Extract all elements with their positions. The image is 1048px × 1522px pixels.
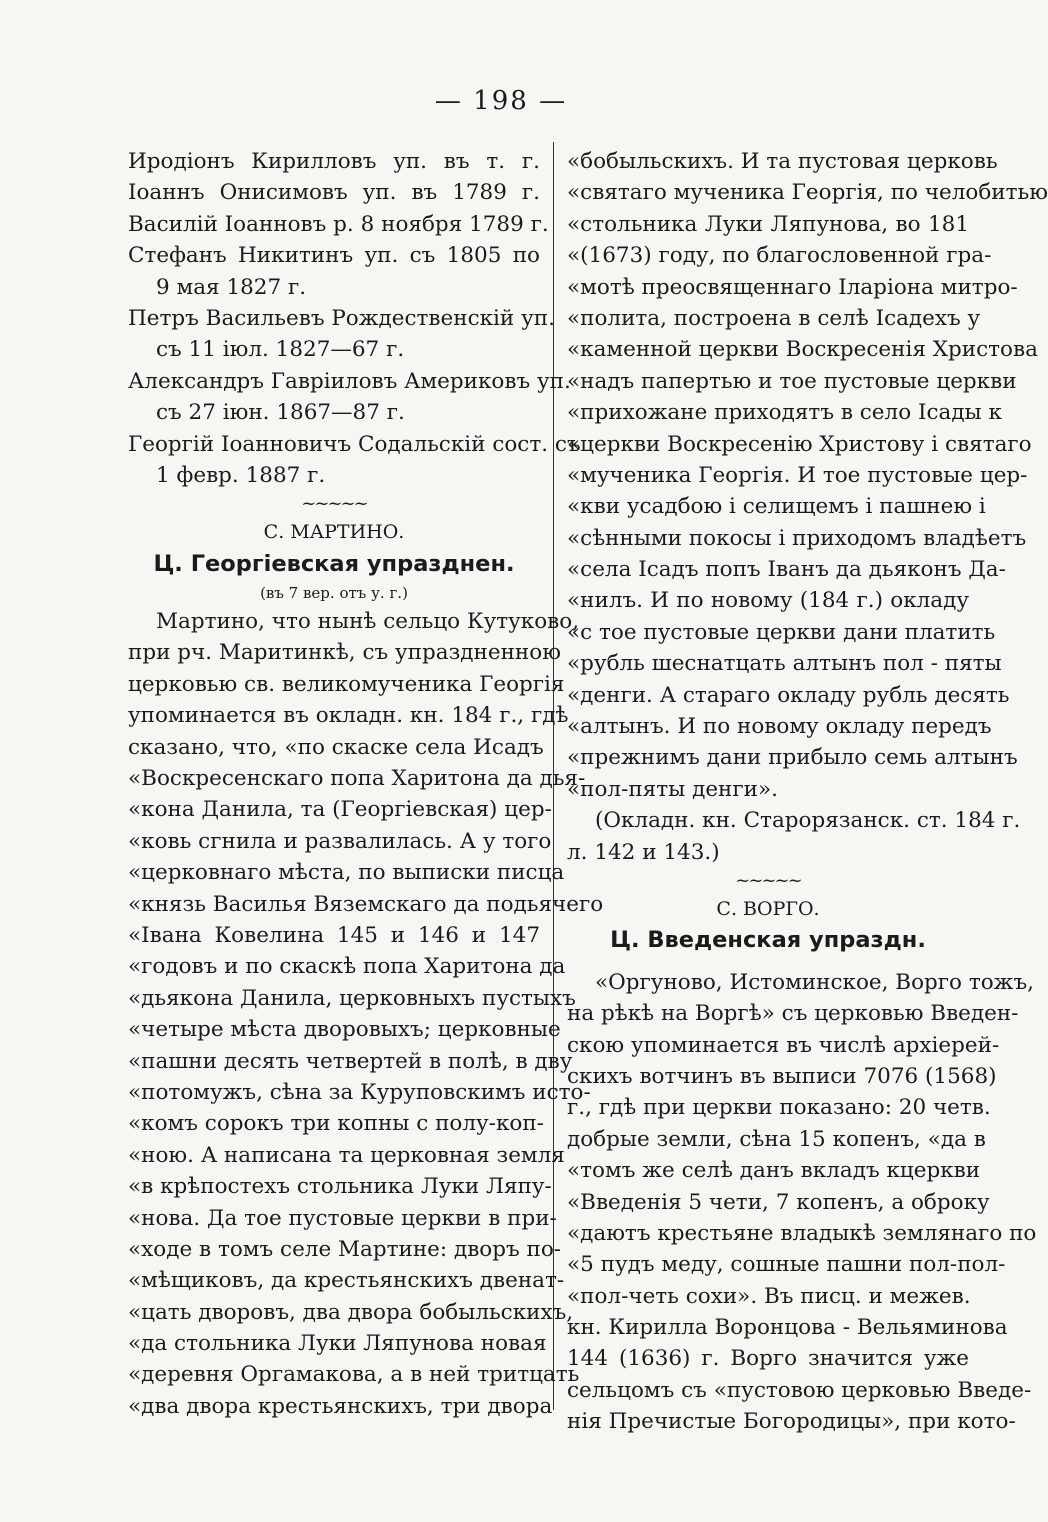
body-line: «комъ сорокъ три копны с полу-коп- (128, 1111, 544, 1137)
body-line: сельцомъ съ «пустовою церковью Введе- (567, 1377, 1032, 1403)
body-line: «села Ісадъ попъ Іванъ да дьяконъ Да- (567, 557, 1006, 583)
body-line: «с тое пустовые церкви дани платить (567, 619, 996, 645)
village-name: С. ВОРГО. (716, 897, 820, 920)
body-line: кн. Кирилла Воронцова - Вельяминова (567, 1315, 1008, 1341)
body-line: сказано, что, «по скаске села Исадъ (128, 734, 544, 760)
citation-line: л. 142 и 143.) (567, 839, 720, 865)
body-line: «ходе в томъ селе Мартине: дворъ по- (128, 1236, 562, 1262)
body-line: «святаго мученика Георгія, по челобитью (567, 180, 1048, 206)
body-line: «(1673) году, по благословенной гра- (567, 243, 992, 269)
body-line: «деревня Оргамакова, а в ней тритцать (128, 1362, 580, 1388)
clergy-line: Василій Іоанновъ р. 8 ноября 1789 г. (128, 211, 549, 237)
page-number: — 198 — (434, 86, 568, 116)
body-line: «бобыльскихъ. И та пустовая церковь (567, 149, 998, 174)
body-line: «два двора крестьянскихъ, три двора (128, 1393, 553, 1419)
church-heading: Ц. Введенская упраздн. (610, 927, 926, 954)
citation-line: (Окладн. кн. Старорязанск. ст. 184 г. (595, 808, 1021, 834)
body-line: «князь Василья Вяземскаго да подьячего (128, 891, 604, 917)
clergy-line: 1 февр. 1887 г. (156, 462, 326, 488)
article-body-vorgo (567, 967, 1037, 1438)
body-line: «кви усадбою і селищемъ і пашнею і (567, 494, 986, 520)
body-line: «прихожане приходятъ в село Ісады к (567, 400, 1002, 426)
article-body-continued (567, 146, 1048, 805)
body-line: скою упоминается въ числѣ архіерей- (567, 1032, 1000, 1058)
body-line: «рубль шеснатцать алтынъ пол - пяты (567, 651, 1002, 677)
spacer (567, 957, 969, 967)
body-line: добрые земли, сѣна 15 копенъ, «да в (567, 1126, 986, 1152)
body-line: «алтынъ. И по новому окладу передъ (567, 714, 992, 740)
distance-note: (въ 7 вер. отъ у. г.) (260, 584, 408, 603)
article-body (128, 606, 604, 1422)
body-line: «церковнаго мѣста, по выписки писца (128, 860, 565, 886)
body-line: 144 (1636) г. Ворго значится уже (567, 1346, 969, 1372)
church-heading: Ц. Георгіевская упразднен. (153, 550, 515, 577)
body-line: нія Пречистые Богородицы», при кото- (567, 1409, 1016, 1435)
body-line: «Івана Ковелина 145 и 146 и 147 (128, 922, 540, 948)
clergy-list (128, 146, 581, 491)
body-line: «стольника Луки Ляпунова, во 181 (567, 211, 969, 237)
body-line: г., гдѣ при церкви показано: 20 четв. (567, 1095, 991, 1121)
body-line: «надъ папертью и тое пустовые церкви (567, 368, 1017, 394)
body-line: «да стольника Луки Ляпунова новая (128, 1331, 547, 1357)
body-line: «нова. Да тое пустовые церкви в при- (128, 1205, 557, 1231)
body-line: «кона Данила, та (Георгіевская) цер- (128, 797, 552, 823)
body-line: «потомужъ, сѣна за Куруповскимъ исто- (128, 1079, 591, 1105)
body-line: «Оргуново, Истоминское, Ворго тожъ, (595, 969, 1034, 995)
body-line: при рч. Маритинкѣ, съ упраздненною (128, 640, 561, 666)
body-line: «полита, построена в селѣ Ісадехъ у (567, 305, 981, 331)
body-line: «дьякона Данила, церковныхъ пустыхъ (128, 985, 576, 1011)
body-line: «ковь сгнила и развалилась. А у того (128, 828, 552, 854)
body-line: «мотѣ преосвященнаго Іларіона митро- (567, 274, 1018, 300)
body-line: скихъ вотчинъ въ выписи 7076 (1568) (567, 1063, 997, 1089)
clergy-line: съ 11 іюл. 1827—67 г. (156, 337, 405, 363)
section-ornament: ~~~~~ (735, 869, 801, 891)
clergy-line: съ 27 іюн. 1867—87 г. (156, 400, 405, 426)
body-line: церковью св. великомученика Георгія (128, 671, 565, 697)
body-line: «даютъ крестьяне владыкѣ землянаго по (567, 1220, 1037, 1246)
citation (567, 805, 1021, 868)
clergy-line: 9 мая 1827 г. (156, 274, 307, 300)
clergy-line: Александръ Гавріиловъ Америковъ уп. (128, 368, 571, 394)
body-line: «цать дворовъ, два двора бобыльскихъ, (128, 1299, 574, 1325)
body-line: «прежнимъ дани прибыло семь алтынъ (567, 745, 1018, 771)
body-line: «нилъ. И по новому (184 г.) окладу (567, 588, 969, 614)
body-line: «сѣнными покосы і приходомъ владѣетъ (567, 525, 1027, 551)
body-line: «годовъ и по скаскѣ попа Харитона да (128, 954, 566, 980)
clergy-line: Петръ Васильевъ Рождественскій уп. (128, 305, 555, 331)
body-line: «денги. А стараго окладу рубль десять (567, 682, 1010, 708)
body-line: «четыре мѣста дворовыхъ; церковные (128, 1017, 561, 1043)
body-line: «5 пудъ меду, сошные пашни пол-пол- (567, 1252, 1006, 1278)
clergy-line: Стефанъ Никитинъ уп. съ 1805 по (128, 243, 540, 269)
body-line: «пол-пяты денги». (567, 776, 778, 802)
clergy-line: Георгій Іоанновичъ Содальскій сост. съ (128, 431, 581, 457)
clergy-line: Іоаннъ Онисимовъ уп. въ 1789 г. (128, 180, 540, 206)
village-name: С. МАРТИНО. (263, 521, 405, 544)
body-line: «Воскресенскаго попа Харитона да дья- (128, 766, 586, 792)
body-line: упоминается въ окладн. кн. 184 г., гдѣ (128, 703, 569, 729)
body-line: «томъ же селѣ данъ вкладъ кцеркви (567, 1158, 981, 1184)
body-line: «пол-четь сохи». Въ писц. и межев. (567, 1283, 971, 1309)
body-line: «в крѣпостехъ стольника Луки Ляпу- (128, 1174, 552, 1200)
body-line: «каменной церкви Воскресенія Христова (567, 337, 1038, 363)
body-line: «мученика Георгія. И тое пустовые цер- (567, 462, 1028, 488)
body-line: «церкви Воскресенію Христову і святаго (567, 431, 1032, 457)
right-column (567, 146, 1048, 1438)
body-line: Мартино, что нынѣ сельцо Кутуково, (156, 609, 580, 635)
clergy-line: Иродіонъ Кирилловъ уп. въ т. г. (128, 149, 540, 174)
left-column (128, 146, 604, 1422)
body-line: «мѣщиковъ, да крестьянскихъ двенат- (128, 1268, 565, 1294)
body-line: «пашни десять четвертей в полѣ, в дву (128, 1048, 573, 1074)
body-line: «Введенія 5 чети, 7 копенъ, а оброку (567, 1189, 990, 1215)
body-line: «ною. А написана та церковная земля (128, 1142, 565, 1168)
body-line: на рѣкѣ на Воргѣ» съ церковью Введен- (567, 1001, 1019, 1027)
section-ornament: ~~~~~ (301, 493, 367, 515)
